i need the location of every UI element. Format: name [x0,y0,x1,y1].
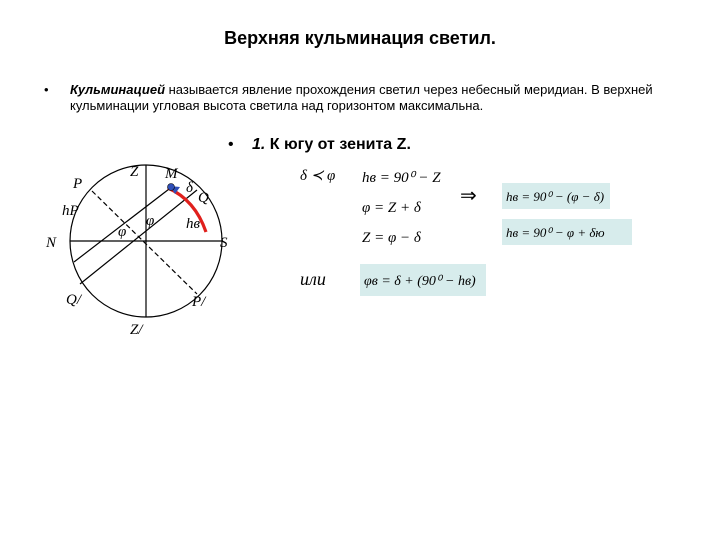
bullet-marker-2: • [228,136,234,153]
label-equator-west: Q/ [66,292,81,308]
label-zenith: Z [130,164,139,180]
slide-title: Верхняя кульминация светил. [224,28,496,48]
bullet-marker: • [44,82,49,97]
label-pole: P [73,176,83,192]
formula-condition: δ ≺ φ [300,168,336,184]
label-star-height: hв [186,216,201,232]
label-latitude: φ [146,213,155,229]
formula-boxed-1: hв = 90⁰ − (φ − δ) [506,189,605,204]
formula-zenith-distance: Z = φ − δ [362,230,421,246]
formula-latitude: φ = Z + δ [362,200,421,216]
label-declination: δ [186,180,193,196]
label-star-m: M [165,166,178,182]
case-number: 1. [252,136,266,153]
case-text: К югу от зенита [265,136,397,153]
or-label: или [300,269,326,289]
label-pole-south: P/ [192,294,206,310]
label-north: N [46,235,57,251]
label-equator-east: Q [198,190,209,206]
label-nadir: Z/ [130,322,143,338]
implies-arrow: ⇒ [460,185,477,207]
formula-height: hв = 90⁰ − Z [362,170,441,186]
label-pole-height: hP [62,203,79,219]
case-end: . [406,136,411,153]
world-axis-line [92,191,197,294]
formula-boxed-2: hв = 90⁰ − φ + δю [506,225,605,240]
label-south: S [220,235,228,251]
definition-term: Кульминацией [70,82,166,97]
case-z: Z [396,136,407,153]
label-latitude-2: φ [118,224,127,240]
definition-body: называется явление прохождения светил через небесный меридиан. В верхней кульминации угловая высота светила над горизонтом максимальна. [70,82,653,113]
star-point [168,184,175,191]
formula-boxed-3: φв = δ + (90⁰ − hв) [364,274,476,289]
